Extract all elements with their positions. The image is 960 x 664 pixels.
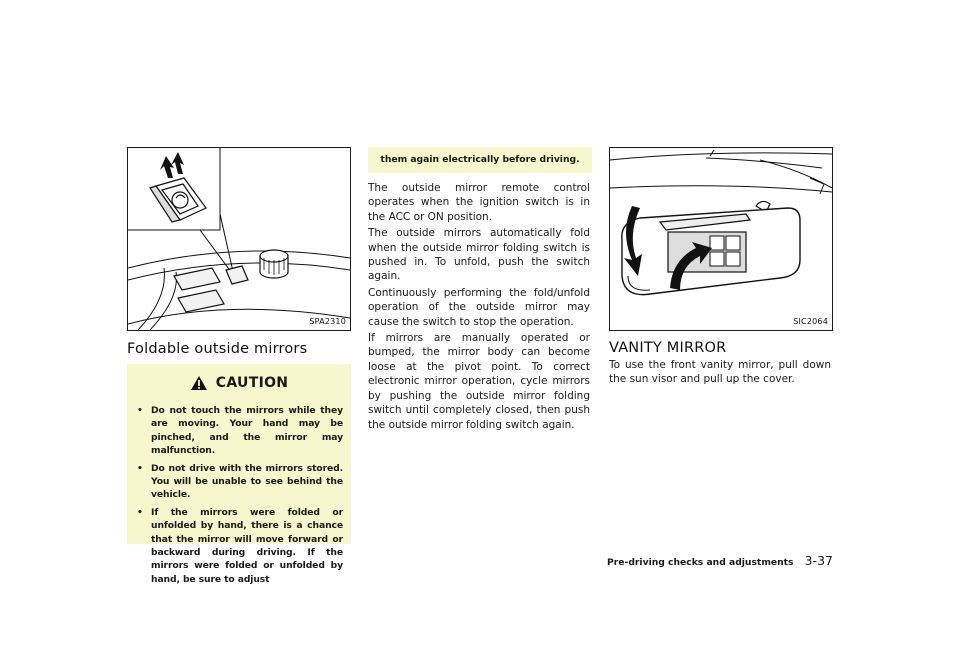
footer-section-label: Pre-driving checks and adjustments [607,557,794,568]
caution-item-text: Do not touch the mirrors while they are moving. Your hand may be pinched, and the mirror may malfunction. [151,405,343,457]
section-heading: VANITY MIRROR [609,340,727,356]
paragraph: If mirrors are manually operated or bumped, the mirror body can become loose at the pivot point. To correct electronic mirror operation, cycle mirrors by pushing the outside mirror folding switch until completely closed, then push the outside mirror folding switch again. [368,332,590,431]
paragraph: The outside mirror remote control operates when the ignition switch is in the ACC or ON position. [368,182,590,223]
vanity-mirror-illustration [610,148,832,330]
figure-code: SPA2310 [309,317,346,326]
mirror-switch-figure [127,147,351,331]
mirror-switch-illustration [128,148,350,330]
vanity-mirror-figure [609,147,833,331]
paragraph: Continuously performing the fold/unfold operation of the outside mirror may cause the switch to stop the operation. [368,286,590,328]
caution-title: CAUTION [215,374,289,391]
caution-box [127,364,351,585]
vanity-mirror-instructions [609,358,831,389]
page-number: 3-37 [804,553,833,568]
caution-item-text: If the mirrors were folded or unfolded by hand, there is a chance that the mirror will move forward or backward during driving. If the mirrors were folded or unfolded by hand, be sure to adjust [151,506,343,585]
section-heading: Foldable outside mirrors [127,341,308,357]
caution-header [127,372,351,396]
caution-item [137,506,343,586]
bullet: • [137,462,143,474]
caution-item-text: Do not drive with the mirrors stored. You will be unable to see behind the vehicle. [151,462,343,501]
caution-continued-text: them again electrically before driving. [380,154,580,165]
caution-continued-box [368,147,592,173]
paragraph: To use the front vanity mirror, pull down the sun visor and pull up the cover. [609,359,831,386]
mirror-instructions [368,181,590,434]
bullet: • [137,506,143,518]
warning-triangle-icon [190,375,208,391]
figure-code: SIC2064 [793,317,828,326]
caution-item [137,462,343,502]
page-footer [600,550,833,570]
caution-list [137,404,343,590]
bullet: • [137,405,143,416]
caution-item [137,404,343,458]
paragraph: The outside mirrors automatically fold when the outside mirror folding switch is pushed in. To unfold, push the switch again. [368,227,590,283]
